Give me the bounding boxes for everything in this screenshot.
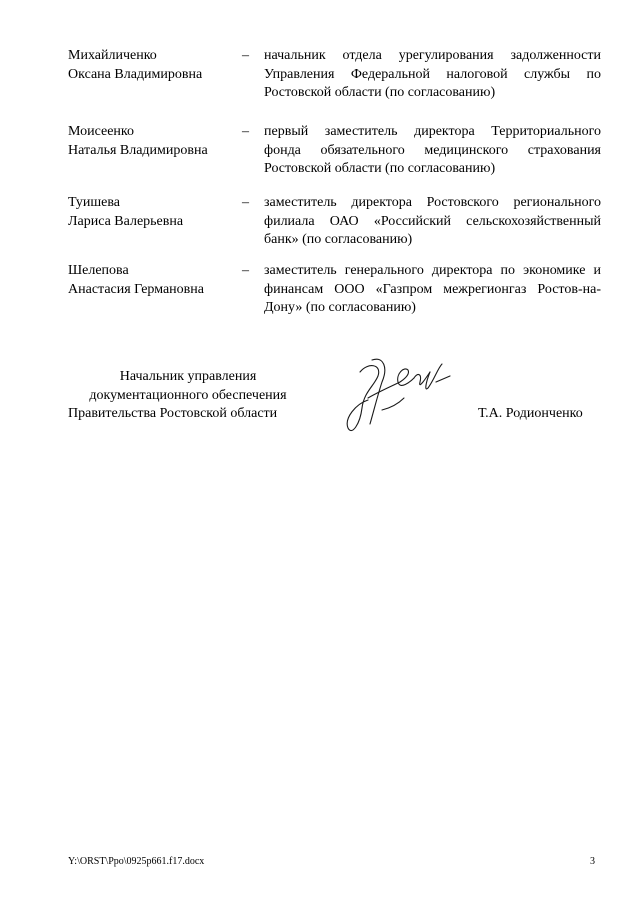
member-given-names: Анастасия Германовна xyxy=(68,281,204,297)
member-surname: Михайличенко xyxy=(68,48,157,63)
member-surname: Моисеенко xyxy=(68,124,134,139)
signatory-title-line: Начальник управления xyxy=(119,369,257,384)
member-surname: Туишева xyxy=(68,195,120,210)
page-number: 3 xyxy=(590,856,595,867)
member-name xyxy=(68,47,238,84)
signatory-title xyxy=(68,368,308,424)
handwritten-signature xyxy=(338,352,456,440)
member-dash: – xyxy=(242,48,249,63)
member-role: начальник отдела урегулирования задолженности Управления Федеральной налоговой службы по Ростовской области (по согласованию) xyxy=(264,48,601,100)
member-name xyxy=(68,262,238,299)
member-role: заместитель директора Ростовского регионального филиала ОАО «Российский сельскохозяйственный банк» (по согласованию) xyxy=(264,195,601,247)
member-dash: – xyxy=(242,195,249,210)
member-surname: Шелепова xyxy=(68,263,129,278)
member-given-names: Лариса Валерьевна xyxy=(68,213,184,229)
member-given-names: Наталья Владимировна xyxy=(68,142,208,158)
signatory-title-line: документационного обеспечения xyxy=(89,387,287,403)
signatory-title-line: Правительства Ростовской области xyxy=(68,406,278,421)
footer-file-path: Y:\ORST\Ppo\0925p661.f17.docx xyxy=(68,856,205,867)
member-dash: – xyxy=(242,124,249,139)
member-name xyxy=(68,123,238,160)
member-given-names: Оксана Владимировна xyxy=(68,66,203,82)
member-dash: – xyxy=(242,263,249,278)
member-role: заместитель генерального директора по экономике и финансам ООО «Газпром межрегионгаз Ростов-на-Дону» (по согласованию) xyxy=(264,263,601,315)
signer-name: Т.А. Родионченко xyxy=(478,406,583,421)
member-role: первый заместитель директора Территориального фонда обязательного медицинского страхования Ростовской области (по согласованию) xyxy=(264,124,601,176)
member-name xyxy=(68,194,238,231)
